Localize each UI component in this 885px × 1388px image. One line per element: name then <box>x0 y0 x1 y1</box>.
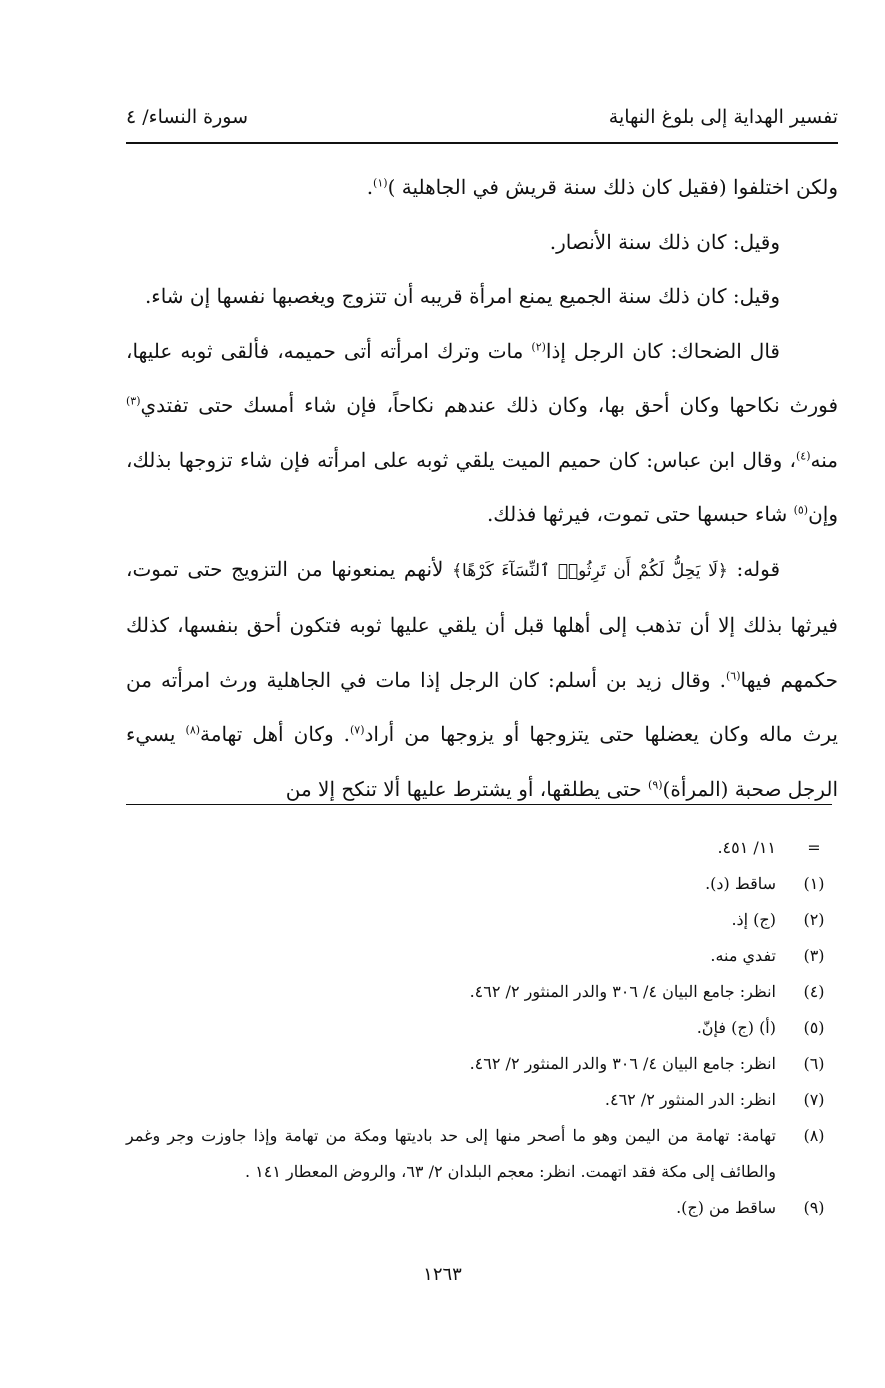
footnote-number: = <box>807 838 821 857</box>
footnote-item <box>126 1118 838 1190</box>
footnote-ref-3: (٣) <box>126 394 141 408</box>
footnote-number: (٣) <box>803 946 825 965</box>
footnote-item <box>126 938 838 974</box>
footnote-number: (٤) <box>803 982 825 1001</box>
paragraph-2: وقيل: كان ذلك سنة الأنصار. <box>549 229 780 254</box>
footnote-text: ساقط (د). <box>705 874 776 893</box>
paragraph-4: قال الضحاك: كان الرجل إذا$^{(٢)}$ مات وترك امرأته أتى حميمه، فألقى ثوبه عليها، فورث نكاحها وكان أحق بها، وكان ذلك عندهم نكاحاً، فإن شاء أمسك حتى تفتدي$^{(٣)}$ منه$^{(٤)}$، وقال ابن عباس: كان حميم الميت يلقي ثوبه على امرأته فإن شاء تزوجها بذلك، وإن$^{(٥)}$ شاء حبسها حتى تموت، فيرثها فذلك. <box>126 338 838 526</box>
footnote-text: (أ) (ج) فإنّ. <box>696 1018 776 1037</box>
footnote-ref-8: (٨) <box>185 723 201 737</box>
footnote-number: (٦) <box>803 1054 825 1073</box>
surah-label: سورة النساء/ ٤ <box>126 106 249 128</box>
footnote-number: (٨) <box>803 1126 825 1145</box>
footnote-number: (٩) <box>803 1198 825 1217</box>
paragraph-1: ولكن اختلفوا (فقيل كان ذلك سنة قريش في الجاهلية )$^{(١)}$. <box>366 175 838 199</box>
footnote-text: انظر: جامع البيان ٤/ ٣٠٦ والدر المنثور ٢/ ٤٦٢. <box>469 1054 776 1073</box>
quran-verse: ﴿لَا يَحِلُّ لَكُمْ أَن تَرِثُوا۟ ٱلنِّسَآءَ كَرْهًا﴾ <box>452 560 728 581</box>
footnote-ref-6: (٦) <box>726 668 741 682</box>
running-header <box>126 100 838 134</box>
footnote-text: ١١/ ٤٥١. <box>717 838 776 857</box>
footnote-text: (ج) إذ. <box>731 910 776 929</box>
footnote-text: تهامة: تهامة من اليمن وهو ما أصحر منها إلى حد باديتها ومكة من تهامة وإذا جاوزت وجر وغمر والطائف إلى مكة فقد اتهمت. انظر: معجم البلدان ٢/ ٦٣، والروض المعطار ١٤١ . <box>126 1126 776 1181</box>
footnote-number: (٧) <box>803 1090 825 1109</box>
footnote-ref-4: (٤) <box>796 448 811 462</box>
main-text <box>126 160 838 816</box>
footnote-ref-2: (٢) <box>531 339 546 353</box>
footnote-ref-5: (٥) <box>793 503 809 517</box>
footnote-item <box>126 830 838 866</box>
header-rule <box>126 142 838 144</box>
paragraph-5: قوله: ﴿لَا يَحِلُّ لَكُمْ أَن تَرِثُوا۟ ٱلنِّسَآءَ كَرْهًا﴾ لأنهم يمنعونها من التزويج حتى تموت، فيرثها بذلك إلا أن تذهب إلى أهلها قبل أن يلقي عليها ثوبه فتكون أحق بنفسها، كذلك حكمهم فيها$^{(٦)}$. وقال زيد بن أسلم: كان الرجل إذا مات في الجاهلية ورث امرأته من يرث ماله وكان يعضلها حتى يتزوجها أو يزوجها من أراد$^{(٧)}$. وكان أهل تهامة$^{(٨)}$ يسيء الرجل صحبة (المرأة)$^{(٩)}$ حتى يطلقها، أو يشترط عليها ألا تنكح إلا من <box>126 556 839 801</box>
page-number: ١٢٦٣ <box>423 1264 462 1285</box>
footnote-rule <box>126 804 832 805</box>
footnote-number: (٢) <box>803 910 825 929</box>
footnote-ref-7: (٧) <box>349 723 365 737</box>
footnote-item <box>126 974 838 1010</box>
paragraph-3: وقيل: كان ذلك سنة الجميع يمنع امرأة قريبه أن تتزوج ويغصبها نفسها إن شاء. <box>144 284 780 308</box>
footnote-number: (٥) <box>803 1018 825 1037</box>
footnote-ref-1: (١) <box>373 176 388 190</box>
footnote-text: ساقط من (ج). <box>676 1198 776 1217</box>
footnote-item <box>126 1082 838 1118</box>
footnote-item <box>126 1190 838 1226</box>
footnote-text: تفدي منه. <box>710 946 776 965</box>
footnote-number: (١) <box>803 874 825 893</box>
footnote-item <box>126 866 838 902</box>
book-title: تفسير الهداية إلى بلوغ النهاية <box>608 106 838 128</box>
footnotes <box>126 830 838 1226</box>
footnote-text: انظر: جامع البيان ٤/ ٣٠٦ والدر المنثور ٢/ ٤٦٢. <box>469 982 776 1001</box>
footnote-text: انظر: الدر المنثور ٢/ ٤٦٢. <box>604 1090 776 1109</box>
footnote-ref-9: (٩) <box>648 777 663 791</box>
footnote-item <box>126 1010 838 1046</box>
footnote-item <box>126 1046 838 1082</box>
footnote-item <box>126 902 838 938</box>
